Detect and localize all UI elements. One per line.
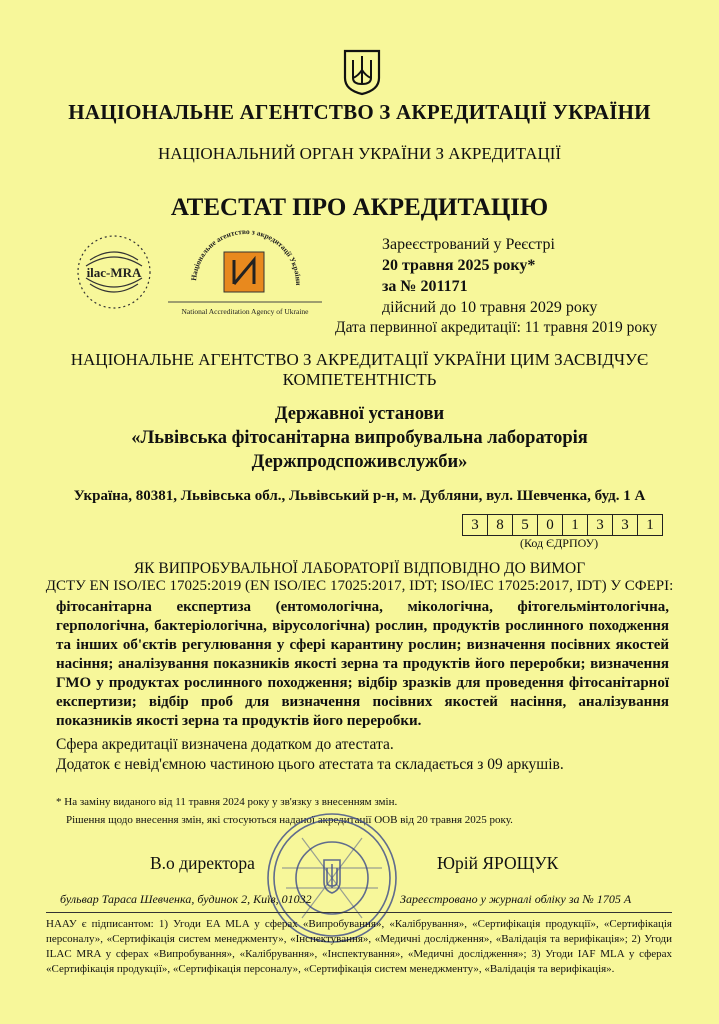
code-digit: 1 [563, 515, 588, 535]
org-line-3: Держпродспоживслужби» [251, 452, 468, 472]
annex-note: Додаток є невід'ємною частиною цього атестата та складається з 09 аркушів. [56, 756, 564, 773]
footer-divider [46, 912, 672, 913]
naau-ring-text: Національне агентство з акредитації України [189, 226, 304, 286]
statement-line-2: КОМПЕТЕНТНІСТЬ [282, 370, 437, 389]
statement-line-1: НАЦІОНАЛЬНЕ АГЕНТСТВО З АКРЕДИТАЦІЇ УКРАЇНИ ЦИМ ЗАСВІДЧУЄ [70, 350, 649, 369]
code-digit: 8 [488, 515, 513, 535]
scope-defined-note: Сфера акредитації визначена додатком до атестата. [56, 736, 394, 753]
valid-until: дійсний до 10 травня 2029 року [382, 299, 598, 316]
certificate-title: АТЕСТАТ ПРО АКРЕДИТАЦІЮ [170, 194, 549, 221]
agency-address: бульвар Тараса Шевченка, будинок 2, Київ, 01032 [60, 892, 312, 906]
scope-text: фітосанітарна експертиза (ентомологічна, мікологічна, фітогельмінтологічна, герпологічна, бактеріологічна, вірусологічна) рослин, продуктів рослинного походження та інших об'єктів регулювання у сфері карантину рослин; визначення посівних якостей насіння; аналізування показників якості зерна та продуктів його переробки; визначення ГМО у продуктах рослинного походження; відбір зразків для проведення фітосанітарної експертизи; відбір проб для визначення посівних якостей насіння, аналізування показників якості зерна та продуктів його переробки. [56, 599, 669, 729]
code-digit: 3 [588, 515, 613, 535]
organization-name [0, 402, 719, 474]
ilac-mra-logo [74, 232, 154, 312]
footnote-replacement: * На заміну виданого від 11 травня 2024 року у зв'язку з внесенням змін. [56, 796, 398, 808]
ilac-text: ilac-MRA [86, 265, 142, 280]
national-body: НАЦІОНАЛЬНИЙ ОРГАН УКРАЇНИ З АКРЕДИТАЦІЇ [157, 144, 562, 163]
code-digit: 1 [646, 517, 654, 533]
org-line-1: Державної установи [274, 404, 445, 424]
scope-intro: ЯК ВИПРОБУВАЛЬНОЇ ЛАБОРАТОРІЇ ВІДПОВІДНО ДО ВИМОГ [133, 560, 586, 577]
registry-date: 20 травня 2025 року* [382, 257, 536, 274]
registration-block [382, 234, 597, 318]
signatory-name: Юрій ЯРОЩУК [437, 853, 559, 873]
journal-registration: Зареєстровано у журналі обліку за № 1705 А [400, 892, 632, 906]
naau-logo [168, 222, 322, 318]
code-digit: 3 [613, 515, 638, 535]
edrpou-label: (Код ЄДРПОУ) [520, 536, 599, 550]
edrpou-code [462, 514, 663, 536]
registry-line: Зареєстрований у Реєстрі [382, 236, 555, 253]
agency-name: НАЦІОНАЛЬНЕ АГЕНТСТВО З АКРЕДИТАЦІЇ УКРАЇНИ [68, 100, 651, 124]
footnote-decision: Рішення щодо внесення змін, які стосуються наданої акредитації ООВ від 20 травня 2025 року. [66, 814, 513, 826]
code-digit: 0 [538, 515, 563, 535]
registry-number: за № 201171 [382, 278, 468, 295]
organization-address: Україна, 80381, Львівська обл., Львівський р-н, м. Дубляни, вул. Шевченка, буд. 1 А [73, 488, 646, 504]
coat-of-arms-icon [342, 48, 382, 96]
signatory-position: В.о директора [150, 853, 255, 873]
code-digit: 5 [513, 515, 538, 535]
org-line-2: «Львівська фітосанітарна випробувальна лабораторія [131, 428, 588, 448]
initial-accreditation-date: Дата первинної акредитації: 11 травня 2019 року [335, 319, 658, 336]
signatory-agreements: НААУ є підписантом: 1) Угоди EA MLA у сферах «Випробування», «Калібрування», «Сертифікація продукції», «Сертифікація персоналу», «Сертифікація систем менеджменту», «Інспектування», «Медичні дослідження», «Валідація та верифікація»; 2) Угоди ILAC MRA у сферах «Випробування», «Калібрування», «Інспектування», «Медичні дослідження»; 3) Угоди IAF MLA у сферах «Сертифікація продукції», «Сертифікація персоналу», «Сертифікація систем менеджменту», «Валідація та верифікація». [46, 918, 672, 975]
code-digit: 3 [463, 515, 488, 535]
certification-statement [0, 350, 719, 390]
scope-standard: ДСТУ EN ISO/IEC 17025:2019 (EN ISO/IEC 17025:2017, IDT; ISO/IEC 17025:2017, IDT) У СФЕРІ: [45, 578, 674, 594]
naau-en-text: National Accreditation Agency of Ukraine [181, 307, 309, 316]
